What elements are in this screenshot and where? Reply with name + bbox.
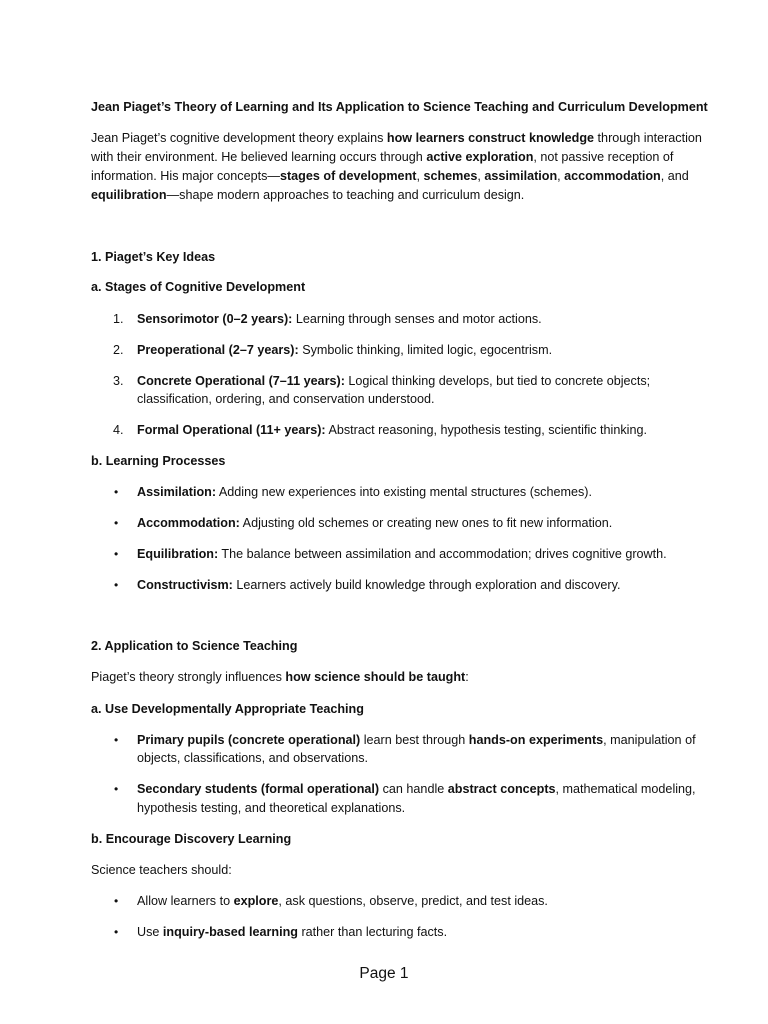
bullet: • [114,733,119,747]
page-number: Page 1 [359,965,409,982]
discovery-item: Allow learners to explore, ask questions, observe, predict, and test ideas. [137,894,548,908]
process-item: Accommodation: Adjusting old schemes or creating new ones to fit new information. [137,516,613,530]
intro-paragraph-line-2: with their environment. He believed learning occurs through active exploration, not passive reception of [91,150,674,164]
bullet: • [114,782,119,796]
bullet: • [114,894,119,908]
list-number: 2. [113,343,124,357]
bullet: • [114,516,119,530]
developmental-teaching-heading: a. Use Developmentally Appropriate Teaching [91,702,364,716]
process-item: Constructivism: Learners actively build knowledge through exploration and discovery. [137,578,621,592]
stage-item-continuation: classification, ordering, and conservation understood. [137,392,435,406]
list-number: 1. [113,312,124,326]
process-item: Equilibration: The balance between assimilation and accommodation; drives cognitive growth. [137,547,667,561]
process-item: Assimilation: Adding new experiences into existing mental structures (schemes). [137,485,592,499]
discovery-learning-heading: b. Encourage Discovery Learning [91,832,292,846]
stage-item: Sensorimotor (0–2 years): Learning through senses and motor actions. [137,312,542,326]
discovery-item: Use inquiry-based learning rather than lecturing facts. [137,925,448,939]
bullet: • [114,925,119,939]
bullet: • [114,578,119,592]
stages-heading: a. Stages of Cognitive Development [91,280,306,294]
teaching-item: Secondary students (formal operational) can handle abstract concepts, mathematical modeling, [137,782,696,796]
list-number: 3. [113,374,124,388]
section-1-heading: 1. Piaget’s Key Ideas [91,250,216,264]
bullet: • [114,547,119,561]
stage-item: Preoperational (2–7 years): Symbolic thinking, limited logic, egocentrism. [137,343,553,357]
list-number: 4. [113,423,124,437]
stage-item: Formal Operational (11+ years): Abstract reasoning, hypothesis testing, scientific thinking. [137,423,647,437]
stage-item: Concrete Operational (7–11 years): Logical thinking develops, but tied to concrete objects; [137,374,651,388]
bullet: • [114,485,119,499]
teaching-item: Primary pupils (concrete operational) learn best through hands-on experiments, manipulation of [137,733,696,747]
discovery-learning-intro: Science teachers should: [91,863,232,877]
intro-paragraph-line-4: equilibration—shape modern approaches to teaching and curriculum design. [91,188,525,202]
document-title: Jean Piaget’s Theory of Learning and Its Application to Science Teaching and Curriculum Development [91,100,708,114]
processes-heading: b. Learning Processes [91,454,226,468]
intro-paragraph-line-3: information. His major concepts—stages of development, schemes, assimilation, accommodation, and [91,169,689,183]
teaching-item-continuation: objects, classifications, and observations. [137,751,369,765]
section-2-heading: 2. Application to Science Teaching [91,639,298,653]
intro-paragraph-line-1: Jean Piaget’s cognitive development theory explains how learners construct knowledge through interaction [91,131,702,145]
section-2-intro: Piaget’s theory strongly influences how science should be taught: [91,670,469,684]
teaching-item-continuation: hypothesis testing, and theoretical explanations. [137,801,406,815]
